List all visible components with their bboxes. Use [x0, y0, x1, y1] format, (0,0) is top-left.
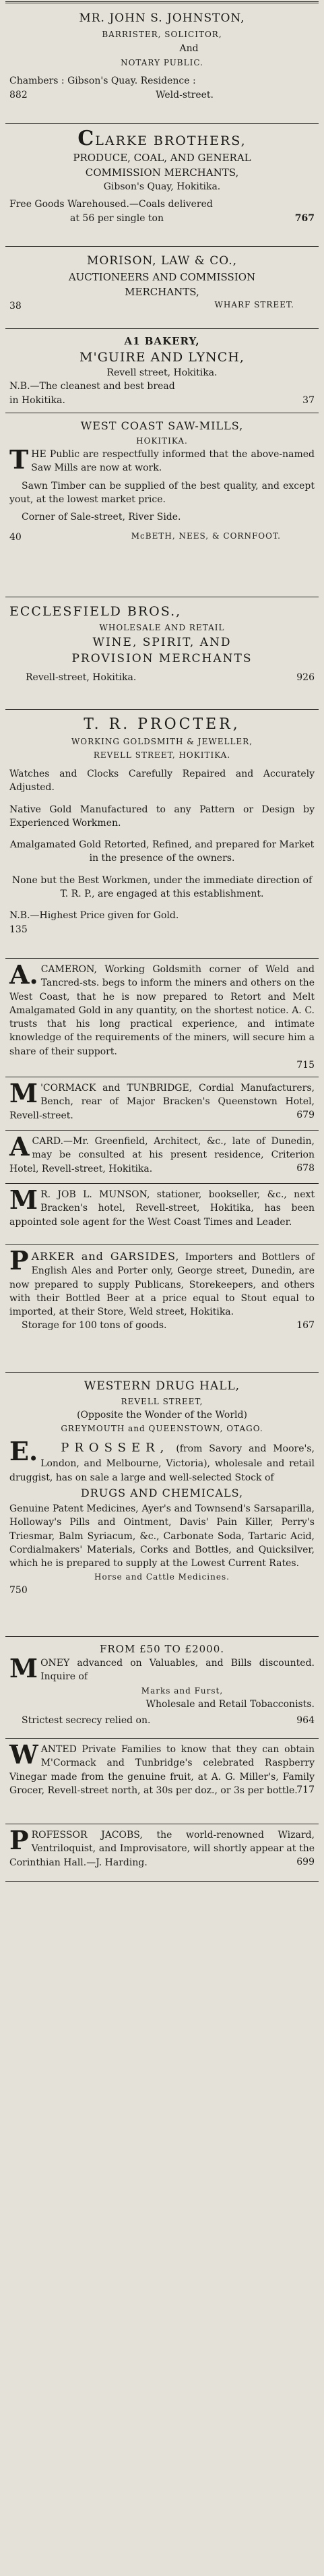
procter-line2: REVELL STREET, HOKITIKA.: [93, 750, 231, 760]
clarke-line3: Gibson's Quay, Hokitika.: [103, 181, 221, 192]
clarke-line4: Free Goods Warehoused.—Coals delivered: [9, 199, 213, 210]
johnston-name: MR. JOHN S. JOHNSTON,: [79, 11, 245, 25]
ecclesfield-line2: WINE, SPIRIT, AND: [92, 636, 232, 649]
money-body: [9, 1653, 315, 1684]
money-line2: Wholesale and Retail Tobacconists.: [145, 1698, 315, 1710]
sawmills-title: WEST COAST SAW-MILLS,: [80, 419, 244, 432]
wanted-cap: W: [9, 1739, 38, 1770]
ecclesfield-line4: Revell-street, Hokitika.: [26, 672, 137, 683]
parker-number: 167: [296, 1320, 315, 1331]
money-footer: [9, 1714, 315, 1727]
ad-cameron-goldsmith: [9, 959, 315, 1072]
morison-footer: [9, 299, 315, 313]
ad-morison-law: [9, 252, 315, 313]
money-title: FROM £50 TO £2000.: [99, 1643, 225, 1655]
procter-p5: N.B.—Highest Price given for Gold.: [9, 910, 179, 922]
money-number: 964: [296, 1714, 315, 1726]
cameron-cap: A.: [9, 959, 38, 990]
clarke-title: [9, 129, 315, 150]
drug-name: PROSSER,: [61, 1441, 170, 1456]
bakery-title: A1 BAKERY,: [124, 335, 200, 347]
procter-p2: Native Gold Manufactured to any Pattern or Design by Experienced Workmen.: [9, 804, 315, 829]
parker-body: [9, 1245, 315, 1319]
column-top-rule: [5, 1, 319, 5]
wanted-body: [9, 1739, 315, 1797]
divider: [5, 1130, 319, 1131]
wanted-text: ANTED Private Families to know that they can obtain M'Cormack and Tunbridge's celebrated Raspberry Vinegar made from the genuine fruit, at A. G. Miller's, Family Grocer, Revell-street north, at 30s per doz., or 3s per bottle.: [9, 1744, 315, 1796]
ecclesfield-line1: WHOLESALE AND RETAIL: [99, 623, 225, 632]
morison-line1: AUCTIONEERS AND COMMISSION: [68, 271, 256, 283]
ecclesfield-footer: [9, 671, 315, 684]
jacobs-cap: P: [9, 1825, 29, 1855]
money-text: ONEY advanced on Valuables, and Bills discounted. Inquire of: [40, 1658, 315, 1683]
sawmills-body2: Sawn Timber can be supplied of the best quality, and except yout, at the lowest market price.: [9, 480, 315, 505]
clarke-line5: at 56 per single ton: [70, 212, 164, 224]
divider: [5, 1738, 319, 1739]
sawmills-body1-wrap: [9, 444, 315, 475]
munson-text: R. JOB L. MUNSON, stationer, bookseller, &c., next Bracken's hotel, Revell-street, Hokitika, has been appointed sole agent for the West Coast Times and Leader.: [9, 1189, 315, 1228]
johnston-footer: [9, 88, 315, 102]
divider: [5, 709, 319, 710]
ad-johnston: [9, 9, 315, 102]
divider: [5, 1183, 319, 1184]
bakery-number: 37: [302, 394, 315, 406]
ad-parker-garsides: [9, 1245, 315, 1333]
clarke-number: 767: [294, 212, 315, 224]
procter-p1: Watches and Clocks Carefully Repaired and Accurately Adjusted.: [9, 769, 315, 793]
johnston-number: 882: [9, 89, 28, 100]
divider: [5, 123, 319, 124]
ad-west-coast-saw-mills: [9, 418, 315, 545]
ad-ecclesfield-bros: [9, 602, 315, 684]
drug-head: DRUGS AND CHEMICALS,: [80, 1486, 244, 1499]
wanted-number: 717: [296, 1785, 315, 1796]
cameron-text: CAMERON, Working Goldsmith corner of Weld and Tancred-sts. begs to inform the miners and others on the West Coast, that he is now prepared to Retort and Melt Amalgamated Gold in any quantity, on the shortest notice. A. C. trusts that his long practical experience, and intimate knowledge of the requirements of the miners, will secure him a share of their support.: [9, 964, 315, 1057]
ad-procter-goldsmith: [9, 715, 315, 936]
drug-line2: (Opposite the Wonder of the World): [77, 1410, 247, 1420]
cameron-body: [9, 959, 315, 1058]
mccormack-number: 679: [296, 1109, 315, 1120]
money-line3: Strictest secrecy relied on.: [22, 1714, 151, 1726]
procter-p3: Amalgamated Gold Retorted, Refined, and prepared for Market in the presence of the owners.: [9, 839, 315, 864]
bakery-line2: Revell street, Hokitika.: [106, 367, 218, 378]
sawmills-body3: Corner of Sale-street, River Side.: [22, 512, 181, 523]
bakery-line4: in Hokitika.: [9, 394, 65, 406]
ad-western-drug-hall: [9, 1377, 315, 1598]
johnston-chambers: Chambers : Gibson's Quay. Residence :: [9, 76, 196, 87]
sawmills-body1: HE Public are respectfully informed that the above-named Saw Mills are now at work.: [31, 449, 315, 474]
bakery-footer: [9, 394, 315, 407]
greenfield-cap: A: [9, 1131, 30, 1162]
johnston-line3: NOTARY PUBLIC.: [121, 58, 203, 68]
procter-number: 135: [9, 924, 28, 935]
parker-line: Storage for 100 tons of goods.: [22, 1320, 167, 1331]
drug-text: (from Savory and Moore's, London, and Melbourne, Victoria), wholesale and retail druggist, has on sale a large and well-selected Stock of: [9, 1443, 315, 1483]
procter-name: T. R. PROCTER,: [84, 716, 240, 733]
drug-body-wrap: [9, 1436, 315, 1485]
parker-text: Importers and Bottlers of English Ales and Porter only, George street, Dunedin, are now prepared to supply Publicans, Storekeepers, and others with their Bottled Beer at a price equal to Stout equal to imported, at their Store, Weld street, Hokitika.: [9, 1252, 315, 1318]
ecclesfield-line3: PROVISION MERCHANTS: [71, 652, 253, 665]
mccormack-cap: M: [9, 1078, 38, 1108]
sawmills-place: HOKITIKA.: [136, 436, 188, 446]
ad-a1-bakery: [9, 334, 315, 407]
bakery-line3: N.B.—The cleanest and best bread: [9, 381, 175, 392]
morison-number: 38: [9, 301, 22, 311]
mccormack-text: 'CORMACK and TUNBRIDGE, Cordial Manufacturers, Bench, rear of Major Bracken's Queenstown Hotel, Revell-street.: [9, 1083, 315, 1121]
greenfield-number: 678: [296, 1162, 315, 1174]
parker-cap: P: [9, 1245, 29, 1276]
clarke-line1: PRODUCE, COAL, AND GENERAL: [73, 152, 251, 164]
ad-greenfield-architect: [9, 1131, 315, 1175]
clarke-footer: [9, 212, 315, 225]
procter-p4: None but the Best Workmen, under the immediate direction of T. R. P., are engaged at this establishment.: [11, 874, 313, 900]
divider: [5, 1372, 319, 1373]
drug-line1: REVELL STREET,: [121, 1397, 203, 1406]
ecclesfield-number: 926: [296, 672, 315, 683]
clarke-cap: C: [77, 127, 96, 150]
ad-money-advanced: [9, 1642, 315, 1727]
morison-name: MORISON, LAW & CO.,: [86, 254, 238, 268]
bakery-line1: M'GUIRE AND LYNCH,: [79, 350, 245, 365]
procter-line1: WORKING GOLDSMITH & JEWELLER,: [71, 737, 253, 746]
johnston-line2: And: [179, 43, 199, 54]
divider: [5, 958, 319, 959]
divider: [5, 1244, 319, 1245]
ad-professor-jacobs: [9, 1825, 315, 1869]
drug-cap: E.: [9, 1436, 38, 1467]
money-line1: Marks and Furst,: [141, 1685, 224, 1696]
jacobs-number: 699: [296, 1856, 315, 1867]
divider: [5, 246, 319, 247]
divider: [5, 1636, 319, 1637]
drug-number: 750: [9, 1585, 28, 1596]
cameron-number: 715: [296, 1060, 315, 1071]
clarke-name: LARKE BROTHERS,: [95, 133, 247, 148]
ad-clarke-brothers: [9, 129, 315, 225]
drug-body: Genuine Patent Medicines, Ayer's and Townsend's Sarsaparilla, Holloway's Pills and Ointment, Davis' Pain Killer, Perry's Triesmar, Balm Syriacum, &c., Carbonate Soda, Tartaric Acid, Cordialmakers' Materials, Corks and Bottles, and Quicksilver, which he is prepared to supply at the Lowest Current Rates.: [9, 1503, 315, 1569]
money-cap: M: [9, 1653, 38, 1683]
clarke-line2: COMMISSION MERCHANTS,: [85, 167, 239, 179]
ad-munson-stationer: [9, 1185, 315, 1229]
column-bottom-rule: [5, 1881, 319, 1882]
ecclesfield-name: ECCLESFIELD BROS.,: [9, 604, 182, 619]
morison-street: WHARF STREET.: [214, 300, 294, 309]
johnston-residence: Weld-street.: [156, 89, 214, 100]
sawmills-footer: [9, 531, 315, 544]
munson-body: [9, 1185, 315, 1229]
greenfield-text: CARD.—Mr. Greenfield, Architect, &c., late of Dunedin, may be consulted at his present residence, Criterion Hotel, Revell-street, Hokitika.: [9, 1136, 315, 1174]
jacobs-text: ROFESSOR JACOBS, the world-renowned Wizard, Ventriloquist, and Improvisatore, will shortly appear at the Corinthian Hall.—J. Harding.: [9, 1830, 315, 1868]
munson-cap: M: [9, 1185, 38, 1215]
sawmills-number: 40: [9, 532, 22, 543]
sawmills-cap: T: [9, 444, 29, 475]
drug-line3: GREYMOUTH and QUEENSTOWN, OTAGO.: [61, 1424, 263, 1434]
parker-name: ARKER and GARSIDES,: [31, 1250, 180, 1263]
drug-horse: Horse and Cattle Medicines.: [94, 1572, 230, 1582]
ad-mccormack-tunbridge: [9, 1078, 315, 1122]
morison-line2: MERCHANTS,: [125, 286, 199, 298]
sawmills-owners: McBETH, NEES, & CORNFOOT.: [131, 531, 281, 541]
parker-footer: [9, 1319, 315, 1332]
drug-title: WESTERN DRUG HALL,: [84, 1379, 240, 1393]
ad-wanted-raspberry-vinegar: [9, 1739, 315, 1797]
divider: [5, 328, 319, 329]
johnston-line1: BARRISTER, SOLICITOR,: [102, 30, 222, 39]
